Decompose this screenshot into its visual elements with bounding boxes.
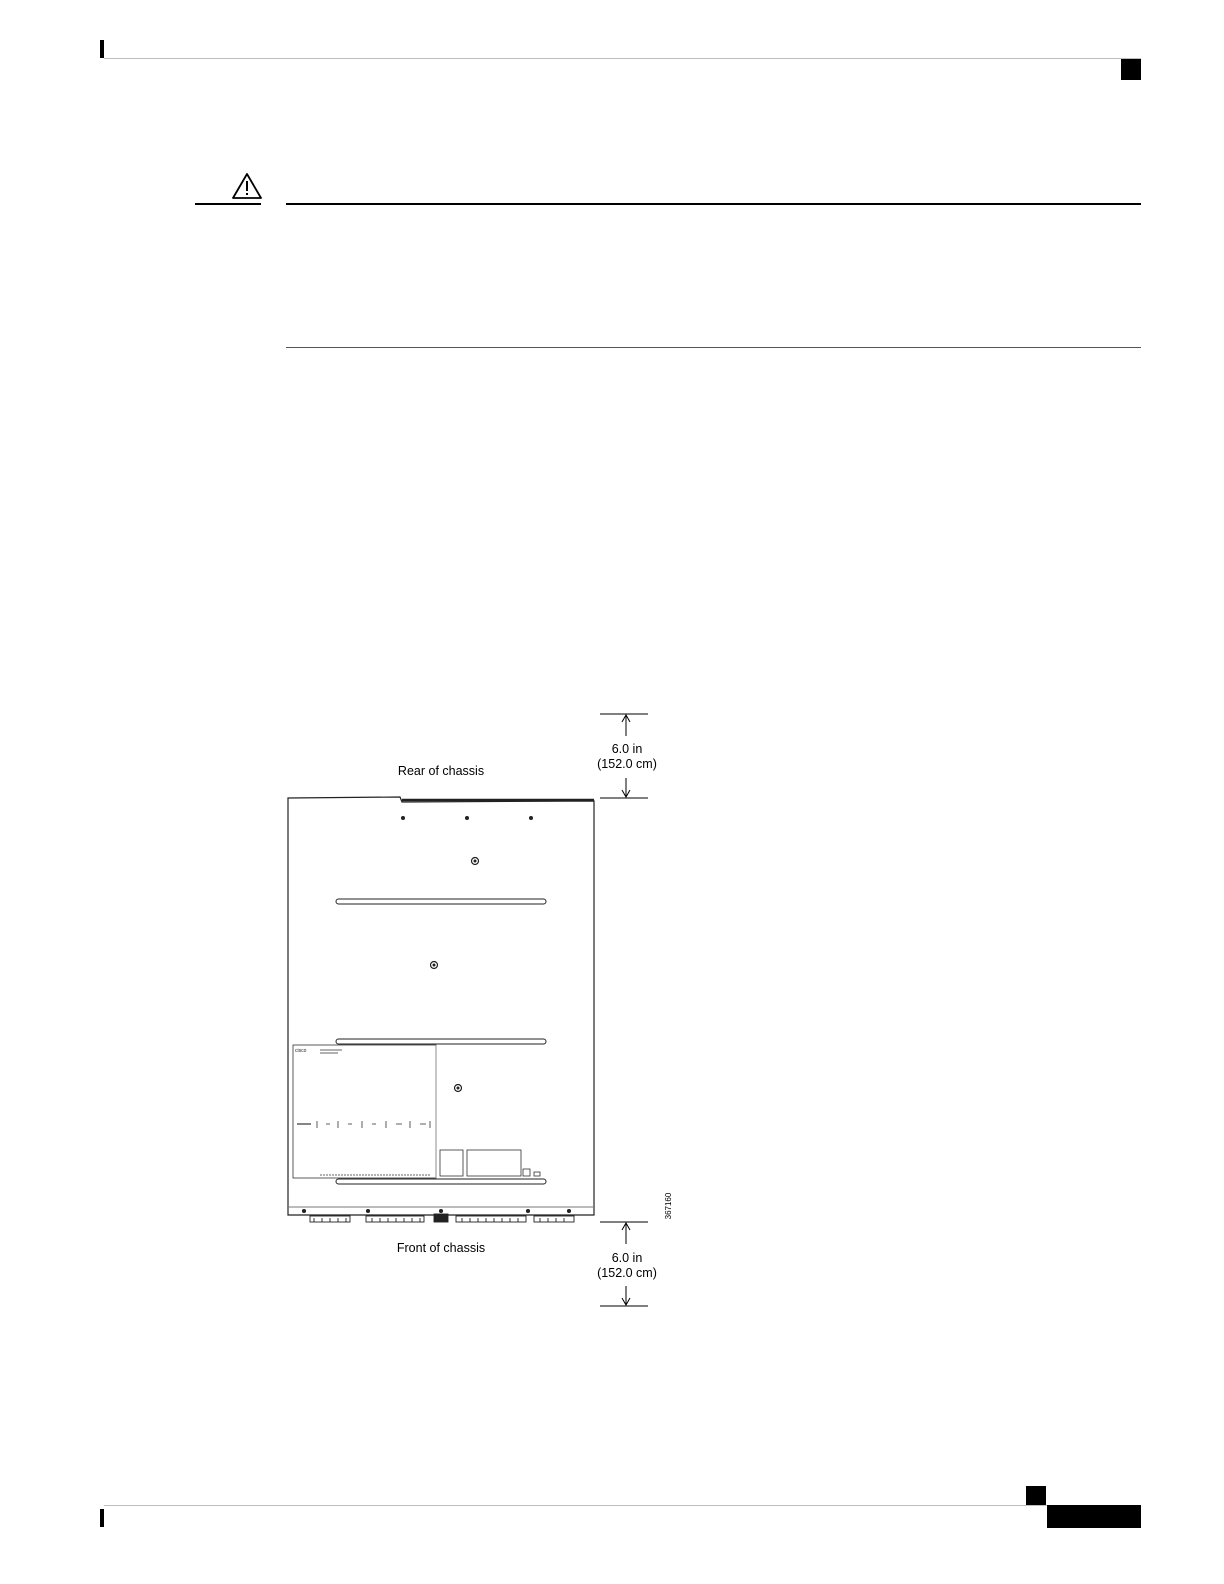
bottom-clearance-value: 6.0 in: [611, 1251, 643, 1265]
port-row-marks: [297, 1121, 430, 1128]
top-clearance-dimension: [600, 714, 648, 798]
header-rule: [104, 58, 1141, 59]
footer-rule: [104, 1505, 1141, 1506]
top-clearance-metric: (152.0 cm): [597, 757, 657, 771]
front-connectors: [302, 1209, 574, 1222]
caution-bottom-rule: [286, 347, 1141, 348]
svg-text:cisco: cisco: [295, 1048, 307, 1054]
header-tab-marker: [1121, 59, 1141, 80]
chassis-outline: [288, 797, 594, 1215]
header-bar-marker: [100, 40, 104, 58]
top-clearance-value: 6.0 in: [611, 742, 643, 756]
chassis-rails: [336, 899, 546, 1184]
bottom-clearance-metric: (152.0 cm): [597, 1266, 657, 1280]
caution-icon: [231, 172, 263, 200]
footer-bar-marker: [100, 1509, 104, 1527]
chassis-clearance-figure: [280, 700, 680, 1320]
front-panel-detail: [293, 1045, 540, 1178]
footer-page-marker: [1026, 1486, 1046, 1505]
front-of-chassis-label: Front of chassis: [396, 1241, 486, 1255]
caution-top-rule: [286, 203, 1141, 205]
caution-label-rule: [195, 203, 261, 205]
chassis-screws: [401, 816, 533, 1092]
figure-id: 367160: [664, 1192, 673, 1220]
footer-page-tab: [1047, 1505, 1141, 1528]
rear-of-chassis-label: Rear of chassis: [397, 764, 485, 778]
